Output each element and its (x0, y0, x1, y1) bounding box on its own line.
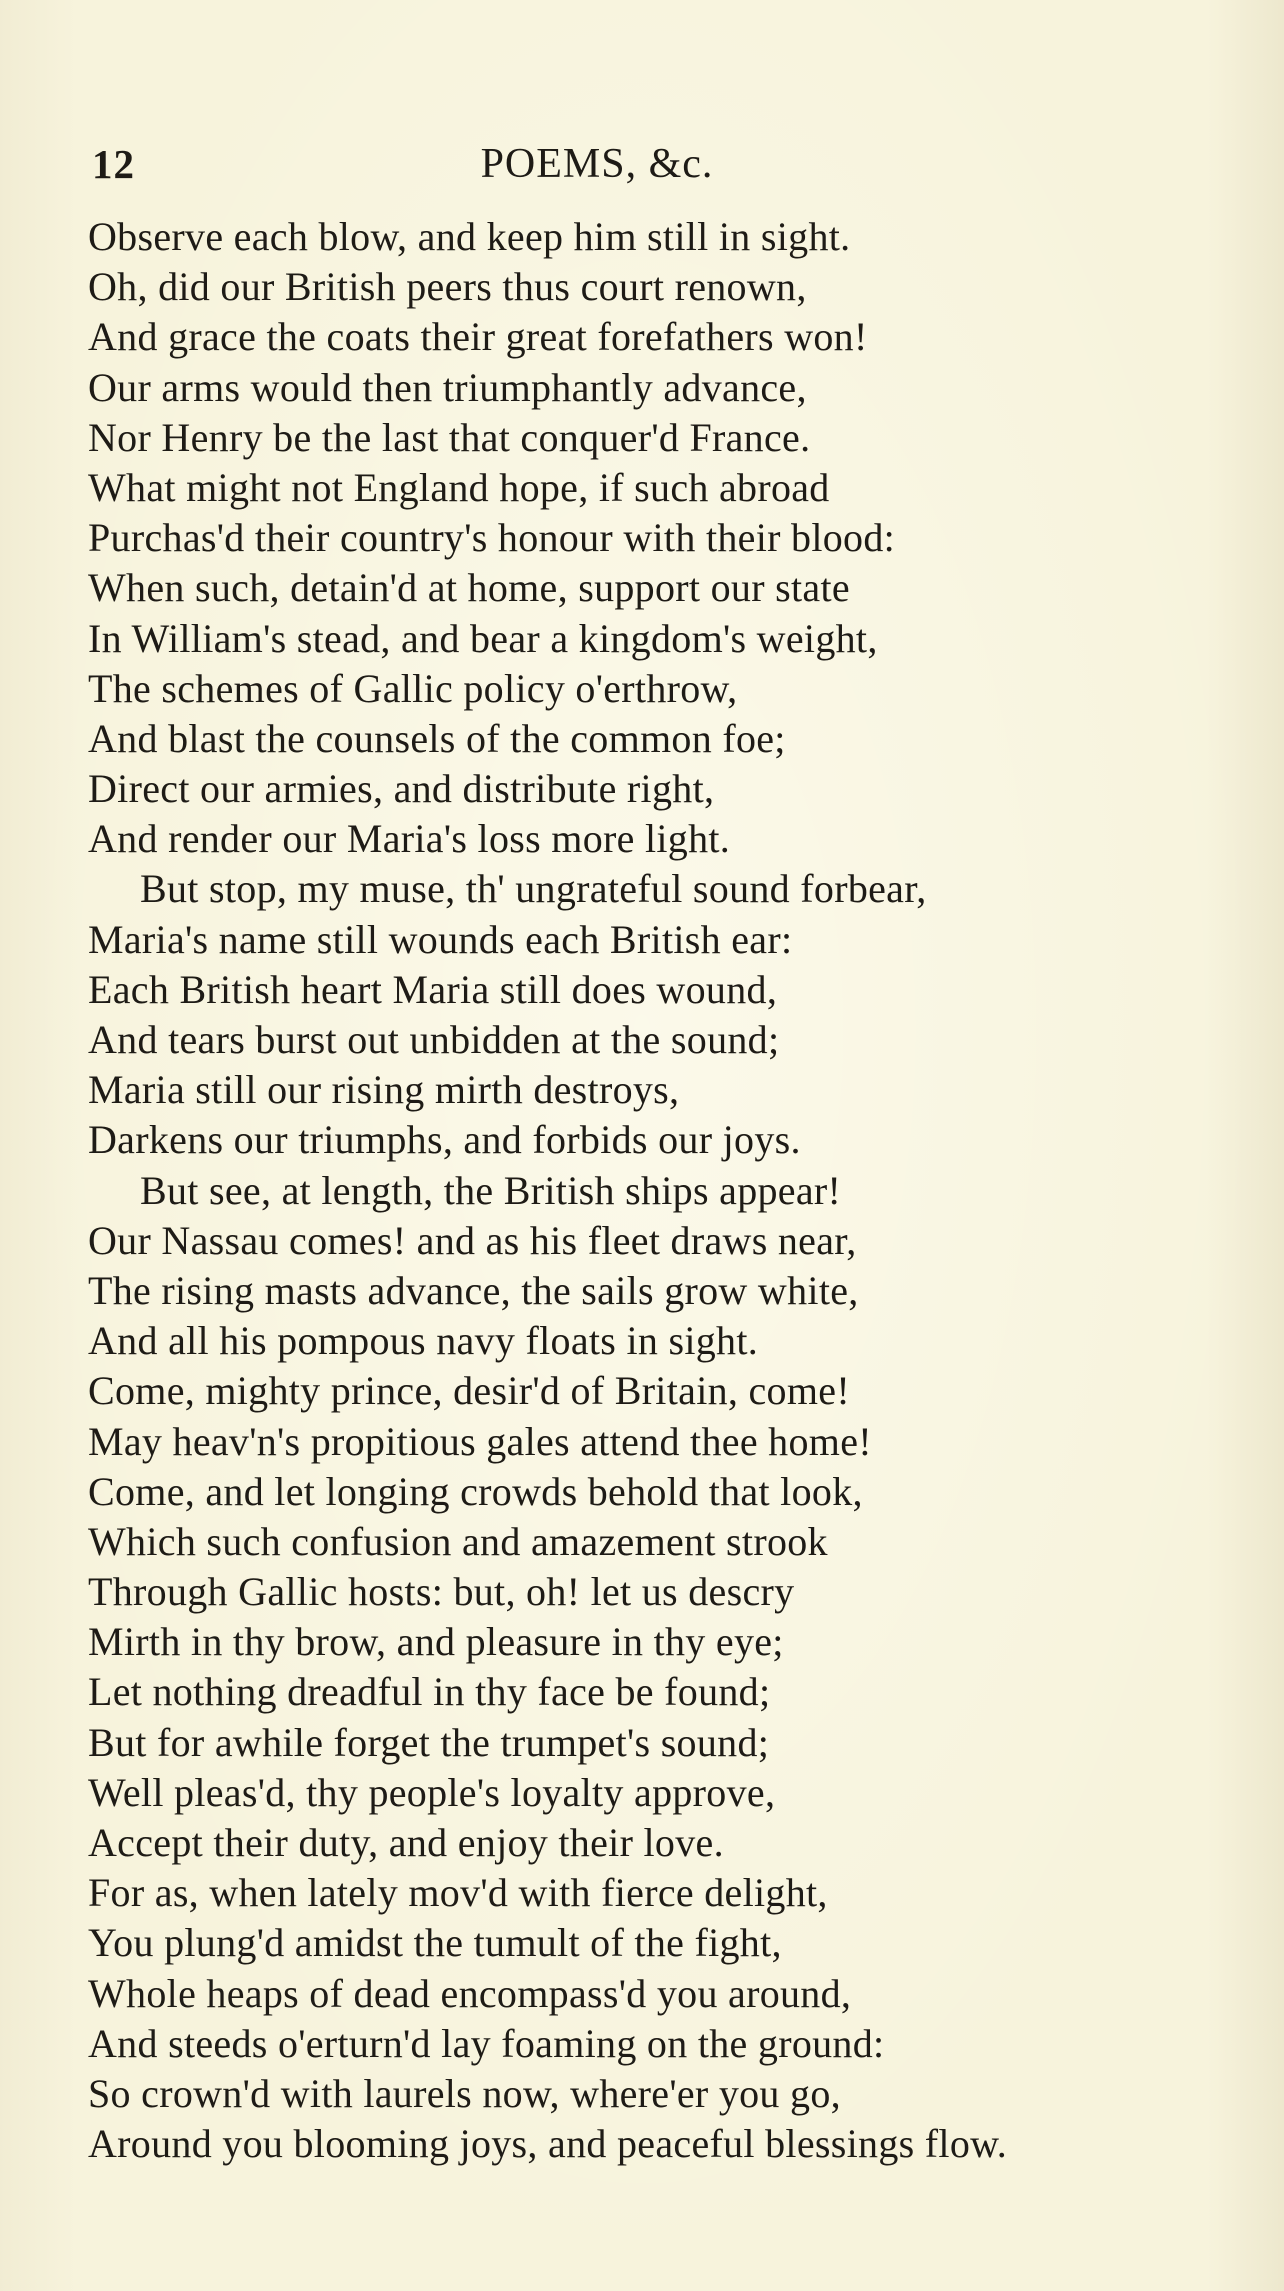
running-title: POEMS, &c. (480, 141, 714, 187)
poem-line: Purchas'd their country's honour with their blood: (88, 515, 896, 561)
poem-line: Nor Henry be the last that conquer'd France. (88, 414, 811, 460)
poem-line: And grace the coats their great forefathers won! (88, 314, 868, 360)
poem-line: Through Gallic hosts: but, oh! let us descry (88, 1569, 795, 1615)
poem-line: You plung'd amidst the tumult of the fight, (88, 1920, 782, 1966)
poem-line: Let nothing dreadful in thy face be found; (88, 1669, 771, 1715)
poem-line: Maria's name still wounds each British ear: (88, 916, 793, 962)
poem-line: When such, detain'd at home, support our state (88, 565, 850, 611)
poem-line: In William's stead, and bear a kingdom's weight, (88, 615, 878, 661)
poem-line: Maria still our rising mirth destroys, (88, 1067, 680, 1113)
poem-line: The rising masts advance, the sails grow white, (88, 1267, 859, 1313)
poem-line: Which such confusion and amazement strook (88, 1518, 828, 1564)
poem-line: May heav'n's propitious gales attend thee home! (88, 1418, 872, 1464)
poem-line: So crown'd with laurels now, where'er you go, (88, 2070, 841, 2116)
poem-line: But for awhile forget the trumpet's sound; (88, 1719, 770, 1765)
poem-line: Each British heart Maria still does wound, (88, 966, 778, 1012)
poem-line: But see, at length, the British ships appear! (140, 1167, 842, 1213)
poem-line: Come, and let longing crowds behold that look, (88, 1468, 863, 1514)
poem-line: Accept their duty, and enjoy their love. (88, 1820, 724, 1865)
poem-line: Around you blooming joys, and peaceful blessings flow. (88, 2121, 1008, 2167)
poem-line: And blast the counsels of the common foe; (88, 715, 786, 761)
poem-line: But stop, my muse, th' ungrateful sound forbear, (140, 866, 927, 912)
poem-line: And all his pompous navy floats in sight. (88, 1318, 759, 1364)
poem-line: Darkens our triumphs, and forbids our joys. (88, 1117, 801, 1163)
poem-line: Come, mighty prince, desir'd of Britain, come! (88, 1368, 850, 1414)
poem-text (88, 212, 1238, 2169)
poem-line: Oh, did our British peers thus court renown, (88, 264, 807, 310)
page-header (92, 140, 1102, 200)
poem-line: And tears burst out unbidden at the sound; (88, 1017, 780, 1062)
poem-line: For as, when lately mov'd with fierce delight, (88, 1870, 828, 1916)
poem-line: Observe each blow, and keep him still in sight. (88, 214, 851, 259)
poem-line: Our arms would then triumphantly advance, (88, 364, 807, 410)
poem-line: And steeds o'erturn'd lay foaming on the ground: (88, 2020, 885, 2066)
poem-line: Direct our armies, and distribute right, (88, 766, 715, 812)
poem-line: What might not England hope, if such abroad (88, 464, 830, 510)
poem-line: The schemes of Gallic policy o'erthrow, (88, 665, 738, 711)
poem-line: Our Nassau comes! and as his fleet draws near, (88, 1217, 857, 1263)
poem-line: Well pleas'd, thy people's loyalty approve, (88, 1769, 776, 1815)
poem-line: And render our Maria's loss more light. (88, 816, 731, 862)
poem-line: Whole heaps of dead encompass'd you around, (88, 1970, 852, 2016)
poem-line: Mirth in thy brow, and pleasure in thy eye; (88, 1619, 784, 1665)
page-number: 12 (92, 141, 135, 187)
